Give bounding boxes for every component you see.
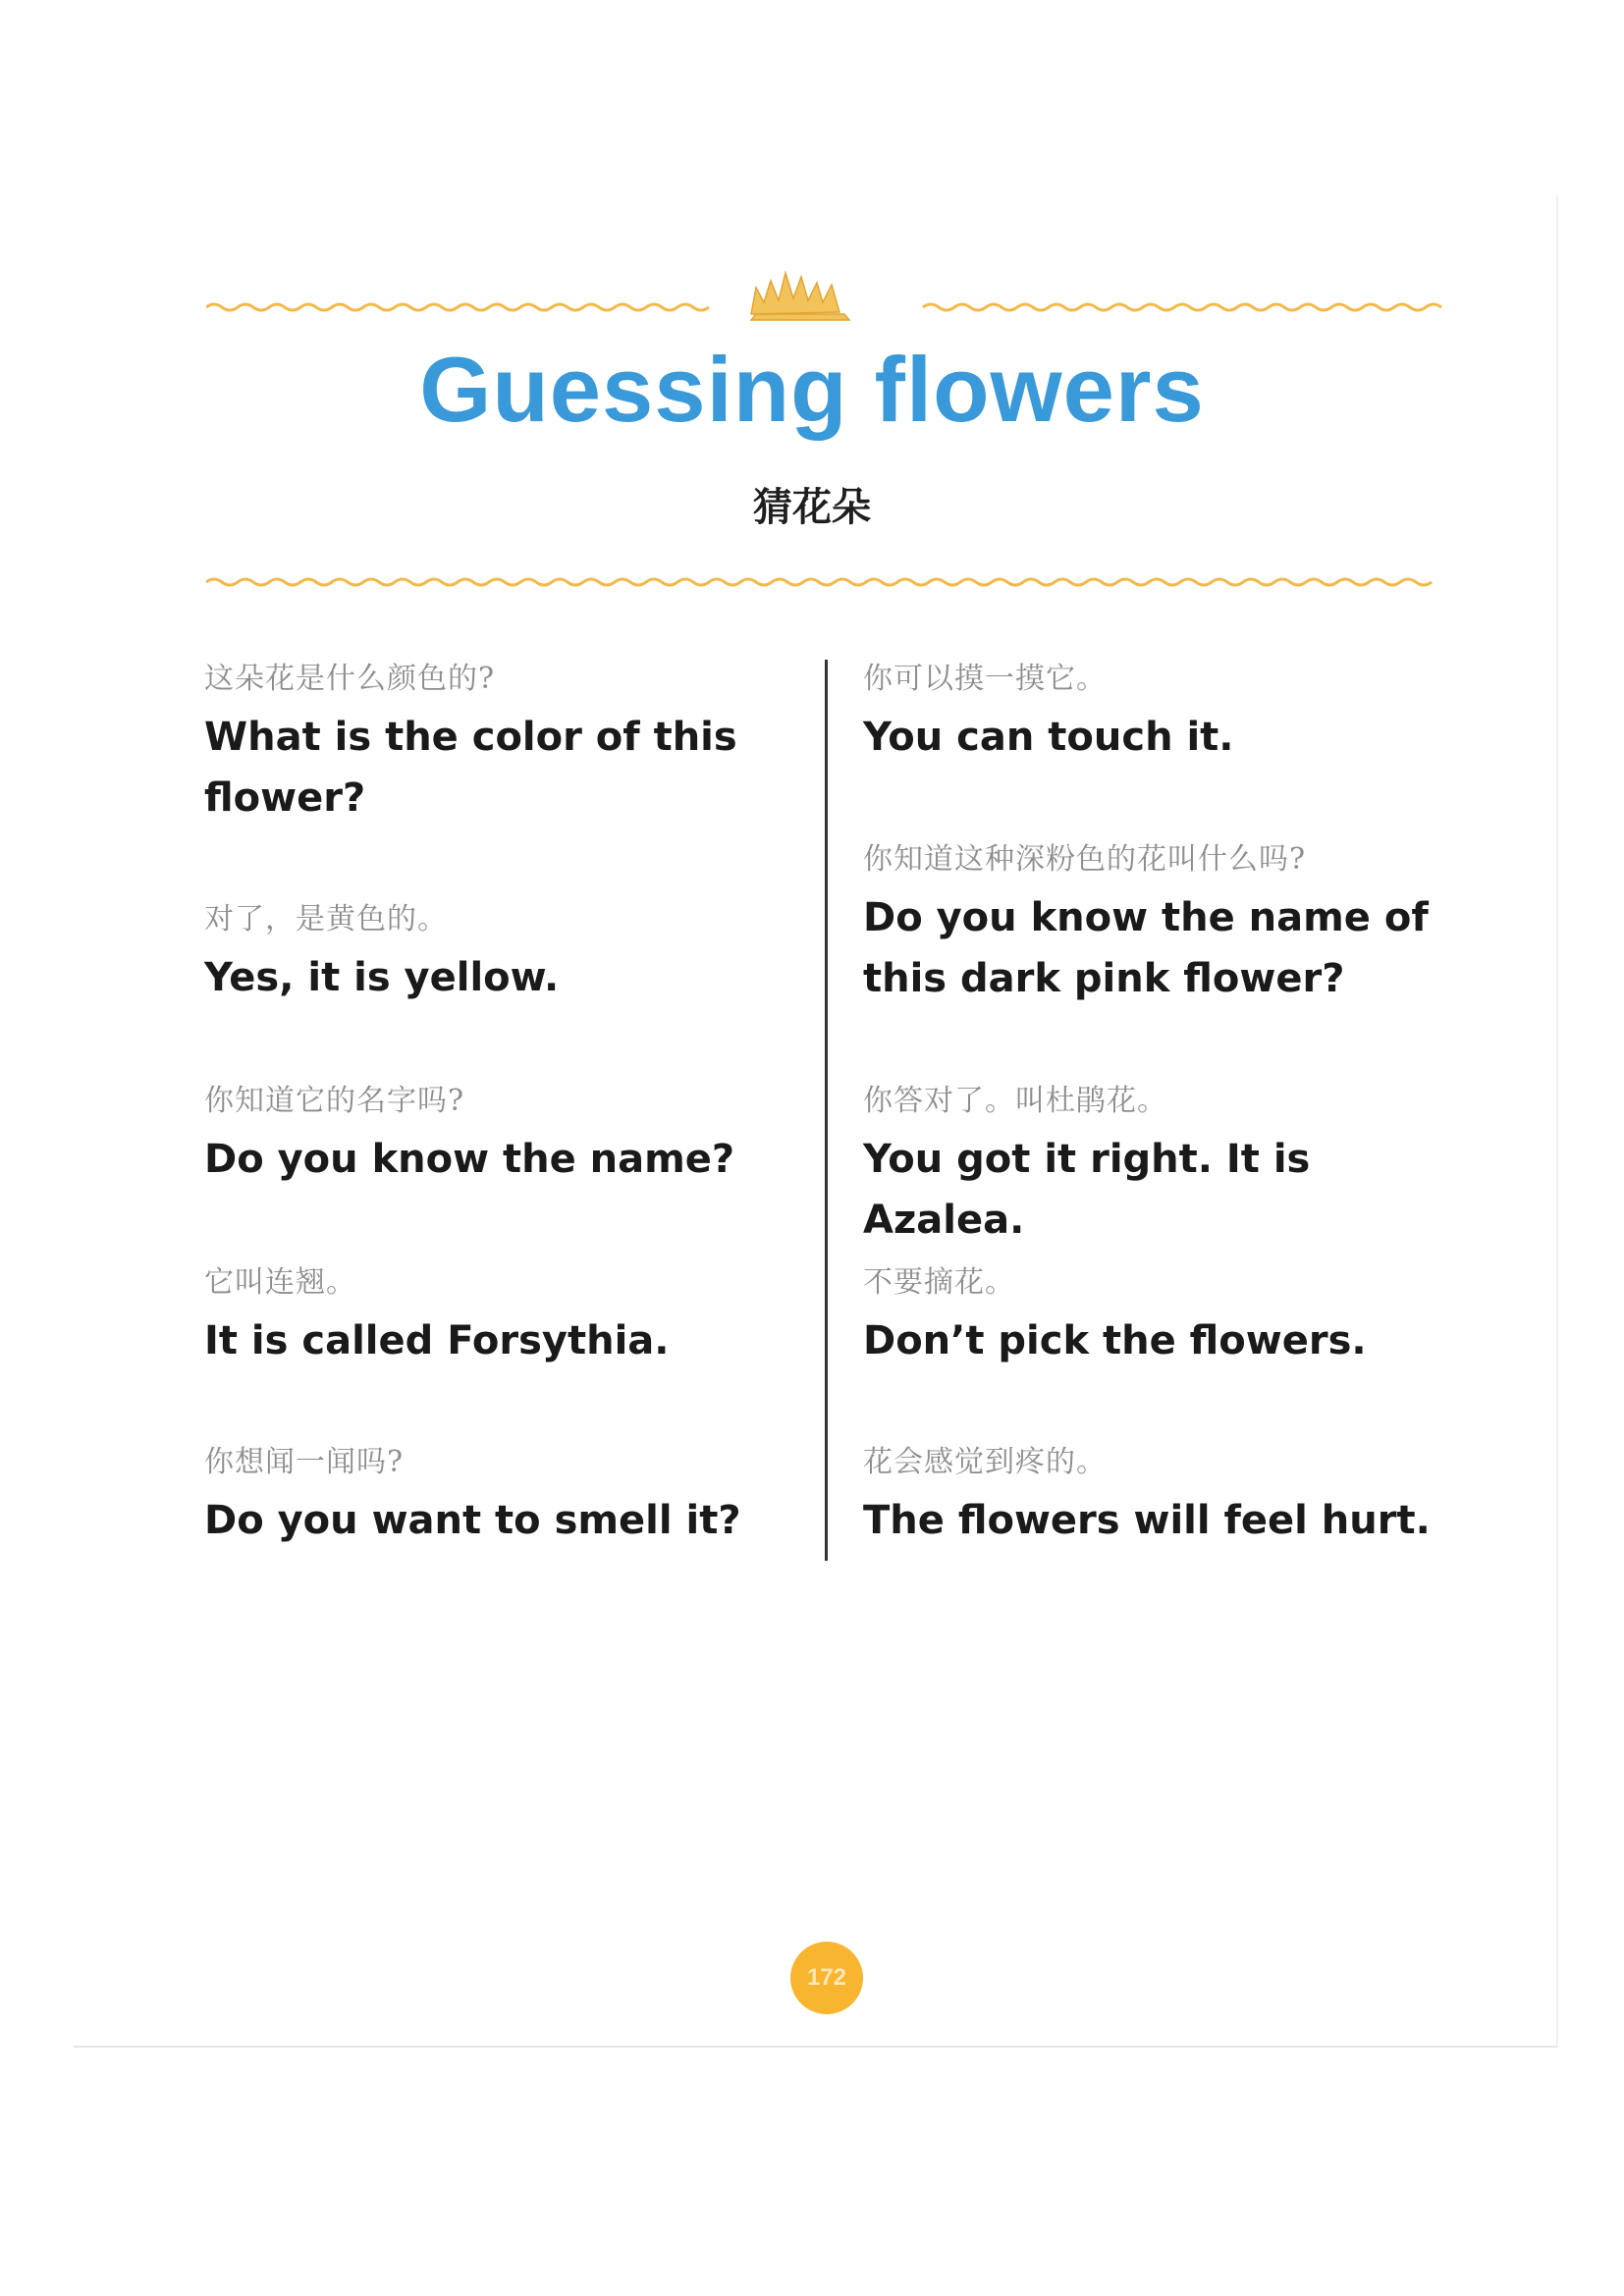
english-phrase: Do you know the name of this dark pink flower?	[863, 895, 1429, 1001]
page-subtitle: 猜花朵	[753, 485, 871, 530]
phrase-entry	[204, 1443, 833, 1551]
chinese-phrase: 这朵花是什么颜色的?	[204, 662, 496, 696]
page-title: Guessing flowers	[419, 338, 1205, 441]
bottom-ornament-icon	[206, 567, 1453, 597]
chinese-phrase: 花会感觉到疼的。	[863, 1445, 1107, 1479]
phrase-entry	[863, 1082, 1472, 1251]
column-divider	[825, 660, 828, 1561]
english-phrase: Yes, it is yellow.	[204, 955, 560, 1000]
phrase-entry	[204, 1263, 833, 1371]
chinese-phrase: 你答对了。叫杜鹃花。	[863, 1084, 1167, 1118]
english-phrase: Don’t pick the flowers.	[863, 1318, 1367, 1363]
chinese-phrase: 不要摘花。	[863, 1265, 1015, 1300]
phrase-entry	[863, 1263, 1472, 1371]
phrase-entry	[204, 1082, 833, 1190]
phrase-entry	[863, 660, 1472, 768]
english-phrase: You got it right. It is Azalea.	[863, 1137, 1311, 1243]
english-phrase: What is the color of this flower?	[204, 715, 737, 821]
english-phrase: Do you want to smell it?	[204, 1498, 741, 1543]
chinese-phrase: 对了，是黄色的。	[204, 902, 448, 936]
english-phrase: It is called Forsythia.	[204, 1318, 670, 1363]
phrase-entry	[863, 840, 1472, 1009]
chinese-phrase: 你知道这种深粉色的花叫什么吗?	[863, 842, 1307, 877]
english-phrase: The flowers will feel hurt.	[863, 1498, 1431, 1543]
chinese-phrase: 它叫连翘。	[204, 1265, 356, 1300]
phrase-entry	[863, 1443, 1472, 1551]
chinese-phrase: 你知道它的名字吗?	[204, 1084, 465, 1118]
phrase-entry	[204, 660, 833, 828]
english-phrase: You can touch it.	[863, 715, 1234, 760]
english-phrase: Do you know the name?	[204, 1137, 735, 1182]
page-number-badge: 172	[790, 1942, 863, 2014]
phrase-entry	[204, 900, 833, 1008]
chinese-phrase: 你可以摸一摸它。	[863, 662, 1107, 696]
chinese-phrase: 你想闻一闻吗?	[204, 1445, 405, 1479]
top-ornament-icon	[206, 263, 1453, 322]
